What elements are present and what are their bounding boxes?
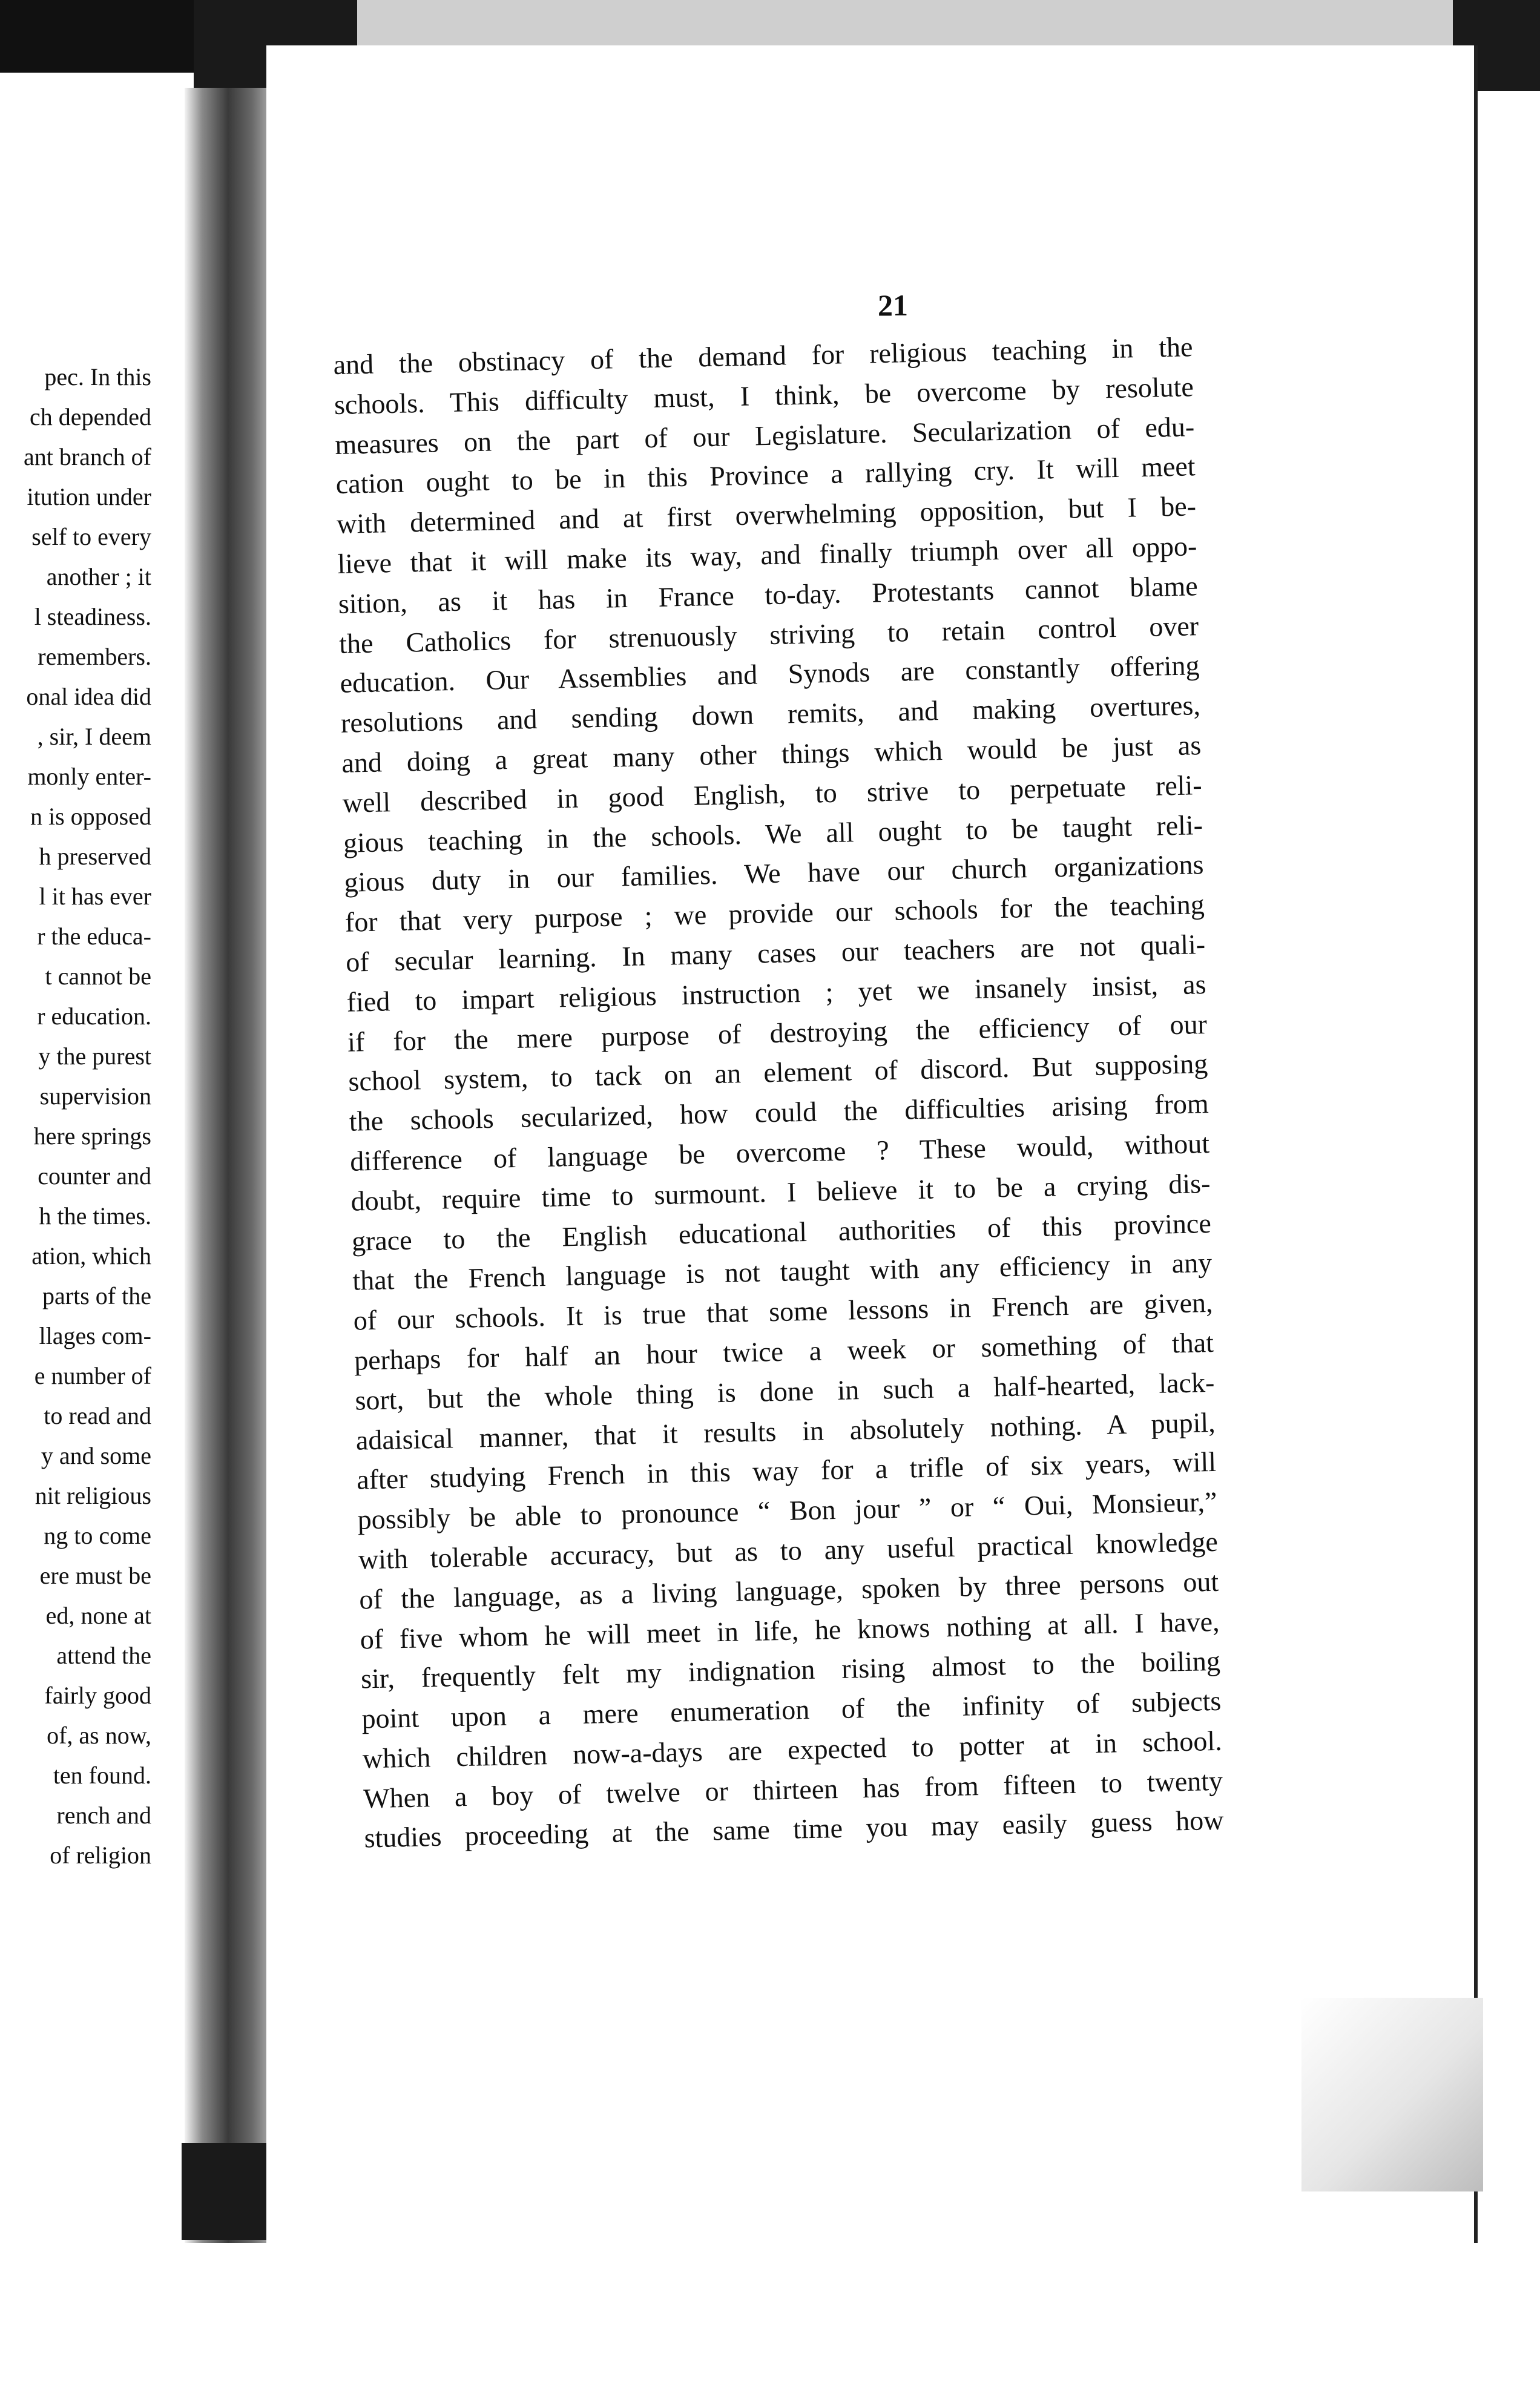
text-line: of five whom he will meet in life, he knows nothing at all. I have,: [360, 1605, 1220, 1655]
left-page-line: t cannot be: [45, 963, 151, 990]
left-page-line: attend the: [56, 1642, 151, 1669]
text-line: gious duty in our families. We have our church organizations: [344, 849, 1204, 898]
left-page-line: y and some: [41, 1442, 151, 1469]
text-line: the Catholics for strenuously striving to retain control over: [338, 610, 1199, 659]
page-number: 21: [878, 288, 908, 322]
text-line: if for the mere purpose of destroying the efficiency of our: [347, 1008, 1208, 1058]
left-page-line: rench and: [56, 1802, 151, 1829]
right-page: [266, 45, 1478, 2243]
body-text: [333, 327, 1224, 1858]
text-line: perhaps for half an hour twice a week or something of that: [354, 1326, 1214, 1376]
left-page-line: y the purest: [38, 1042, 151, 1070]
left-page-line: h preserved: [39, 843, 151, 870]
left-page-line: supervision: [39, 1082, 151, 1110]
left-page-line: ten found.: [53, 1762, 151, 1789]
page-corner-fold: [1301, 1998, 1483, 2191]
text-line: of the language, as a living language, spoken by three persons out: [358, 1566, 1219, 1615]
text-line: sort, but the whole thing is done in such a half-hearted, lack-: [354, 1366, 1215, 1416]
text-line: schools. This difficulty must, I think, be overcome by resolute: [334, 371, 1194, 420]
left-page-line: of religion: [50, 1842, 151, 1869]
text-line: after studying French in this way for a trifle of six years, will: [356, 1446, 1217, 1495]
left-page-line: another ; it: [46, 563, 151, 590]
left-page-line: l it has ever: [39, 883, 151, 910]
text-line: with tolerable accuracy, but as to any useful practical knowledge: [358, 1526, 1219, 1575]
left-page-line: ng to come: [44, 1522, 151, 1549]
text-line: measures on the part of our Legislature. Secularization of edu-: [334, 410, 1195, 460]
left-page-line: ed, none at: [45, 1602, 151, 1629]
text-line: well described in good English, to strive to perpetuate reli-: [342, 769, 1203, 818]
left-page-line: ch depended: [29, 403, 151, 430]
left-page-line: monly enter-: [27, 763, 151, 790]
left-page-line: self to every: [31, 523, 151, 550]
text-line: gious teaching in the schools. We all ought to be taught reli-: [343, 809, 1203, 858]
text-line: and doing a great many other things which would be just as: [341, 729, 1202, 779]
left-page-line: to read and: [44, 1402, 151, 1429]
left-page-line: n is opposed: [30, 803, 151, 830]
left-page-line: llages com-: [39, 1322, 151, 1349]
text-line: of our schools. It is true that some lessons in French are given,: [353, 1287, 1213, 1336]
text-line: difference of language be overcome ? These would, without: [349, 1127, 1210, 1177]
left-page: [0, 73, 194, 2252]
text-line: cation ought to be in this Province a rallying cry. It will meet: [335, 450, 1196, 500]
text-line: that the French language is not taught with any efficiency in any: [352, 1247, 1213, 1296]
left-page-line: nit religious: [35, 1482, 151, 1509]
left-page-line: h the times.: [39, 1202, 151, 1230]
left-page-line: ation, which: [31, 1242, 151, 1269]
text-line: for that very purpose ; we provide our schools for the teaching: [344, 889, 1205, 938]
left-page-line: itution under: [27, 483, 151, 510]
left-page-line: onal idea did: [26, 683, 151, 710]
text-line: with determined and at first overwhelming opposition, but I be-: [336, 490, 1197, 540]
text-line: adaisical manner, that it results in absolutely nothing. A pupil,: [355, 1406, 1216, 1456]
left-page-line: l steadiness.: [34, 603, 151, 630]
left-page-text: [0, 357, 151, 1875]
text-line: school system, to tack on an element of discord. But supposing: [347, 1048, 1208, 1098]
left-page-line: counter and: [38, 1162, 151, 1190]
left-page-line: here springs: [33, 1122, 151, 1150]
text-line: which children now-a-days are expected to potter at in school.: [362, 1725, 1223, 1774]
left-page-line: parts of the: [42, 1282, 151, 1309]
left-page-line: ant branch of: [23, 443, 151, 470]
text-line: sir, frequently felt my indignation rising almost to the boiling: [360, 1645, 1221, 1694]
left-page-line: r the educa-: [37, 923, 151, 950]
left-page-line: e number of: [34, 1362, 151, 1389]
left-page-line: remembers.: [38, 643, 151, 670]
left-page-line: r education.: [37, 1003, 151, 1030]
text-line: resolutions and sending down remits, and making overtures,: [340, 690, 1201, 739]
text-line: of secular learning. In many cases our teachers are not quali-: [345, 928, 1206, 978]
text-line: point upon a mere enumeration of the infinity of subjects: [361, 1685, 1222, 1734]
left-page-line: fairly good: [44, 1682, 151, 1709]
left-page-line: , sir, I deem: [37, 723, 151, 750]
left-page-line: ere must be: [39, 1562, 151, 1589]
text-line: grace to the English educational authorities of this province: [351, 1207, 1212, 1257]
text-line: possibly be able to pronounce “ Bon jour ” or “ Oui, Monsieur,”: [357, 1486, 1217, 1535]
text-line: lieve that it will make its way, and finally triumph over all oppo-: [337, 530, 1197, 579]
left-page-line: pec. In this: [44, 363, 151, 390]
text-line: When a boy of twelve or thirteen has from fifteen to twenty: [363, 1765, 1223, 1814]
text-line: studies proceeding at the same time you may easily guess how: [364, 1805, 1224, 1854]
text-line: doubt, require time to surmount. I believe it to be a crying dis-: [350, 1167, 1211, 1217]
text-line: education. Our Assemblies and Synods are constantly offering: [340, 650, 1200, 699]
text-line: sition, as it has in France to-day. Protestants cannot blame: [338, 570, 1199, 619]
left-page-line: of, as now,: [47, 1722, 151, 1749]
text-line: the schools secularized, how could the difficulties arising from: [349, 1088, 1209, 1137]
text-line: and the obstinacy of the demand for religious teaching in the: [333, 331, 1193, 380]
text-line: fied to impart religious instruction ; yet we insanely insist, as: [346, 968, 1206, 1018]
